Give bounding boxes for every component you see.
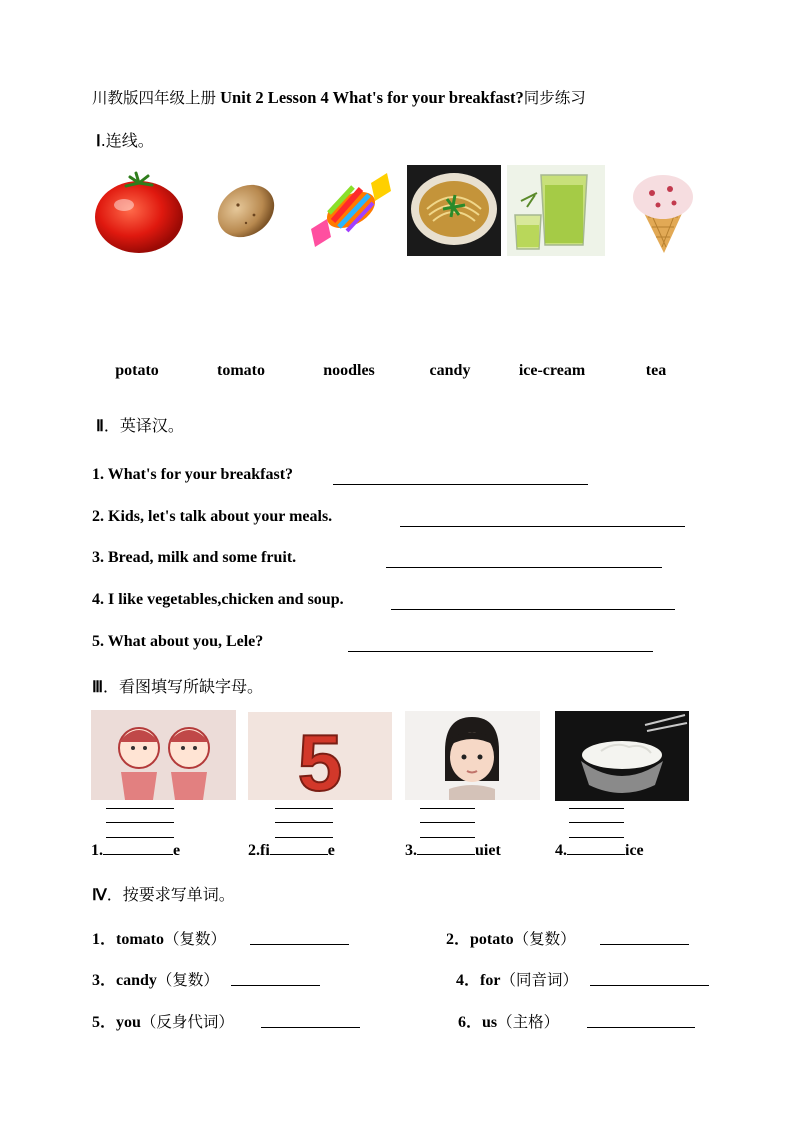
word-task-4-word: for	[480, 972, 501, 989]
word-answer-6[interactable]	[587, 1027, 695, 1028]
section3-heading	[92, 674, 263, 697]
word-task-3	[92, 967, 219, 990]
ice-cream-picture	[614, 165, 710, 255]
word-task-5-word: you	[116, 1014, 141, 1031]
fill-item-1-suffix: e	[173, 842, 181, 859]
word-task-3-req: （复数）	[156, 971, 219, 989]
answer-line-5[interactable]	[348, 651, 653, 652]
section4-num: Ⅳ	[92, 887, 107, 904]
fill-item-3-prefix: 3.	[405, 842, 417, 859]
fill-item-3	[405, 842, 501, 860]
fill-item-4-suffix: ice	[625, 842, 644, 859]
number-five-picture	[248, 712, 392, 800]
fill-blank-4[interactable]	[567, 842, 625, 855]
section1-heading	[96, 128, 154, 151]
word-task-5	[92, 1009, 234, 1032]
write-line-1b[interactable]	[106, 822, 174, 823]
section2-heading	[96, 413, 184, 436]
word-task-4-req: （同音词）	[500, 971, 578, 989]
section4-label: ．按要求写单词。	[106, 885, 235, 904]
write-line-1a[interactable]	[106, 808, 174, 809]
fill-blank-2[interactable]	[270, 842, 328, 855]
word-answer-3[interactable]	[231, 985, 320, 986]
word-tea: tea	[645, 362, 667, 379]
section3-num: Ⅲ	[92, 679, 104, 696]
word-task-2	[446, 926, 576, 949]
word-task-1-word: tomato	[116, 931, 164, 948]
translate-item-2: 2. Kids, let's talk about your meals.	[92, 508, 333, 525]
title-main: Unit 2 Lesson 4 What's for your breakfast?	[220, 88, 524, 107]
word-answer-1[interactable]	[250, 944, 349, 945]
svg-text:5: 5	[297, 718, 343, 800]
write-line-2c[interactable]	[275, 837, 333, 838]
tea-picture	[507, 165, 605, 256]
fill-blank-1[interactable]	[103, 842, 173, 855]
write-line-3b[interactable]	[420, 822, 475, 823]
candy-picture	[305, 165, 397, 255]
noodles-picture	[407, 165, 501, 256]
answer-line-4[interactable]	[391, 609, 675, 610]
write-line-2b[interactable]	[275, 822, 333, 823]
title-suffix: 同步练习	[523, 89, 586, 107]
section4-heading	[92, 882, 235, 905]
title-prefix: 川教版四年级上册	[92, 89, 217, 107]
translate-item-3: 3. Bread, milk and some fruit.	[92, 549, 297, 566]
answer-line-2[interactable]	[400, 526, 685, 527]
word-task-6-num: 6．	[458, 1014, 483, 1031]
write-line-3c[interactable]	[420, 837, 475, 838]
answer-line-1[interactable]	[333, 484, 588, 485]
word-task-6-req: （主格）	[497, 1013, 560, 1031]
section1-num: Ⅰ	[96, 133, 101, 150]
translate-item-1: 1. What's for your breakfast?	[92, 466, 294, 483]
potato-picture	[210, 165, 292, 255]
word-answer-2[interactable]	[600, 944, 689, 945]
write-line-4b[interactable]	[569, 822, 624, 823]
word-task-4	[456, 967, 578, 990]
word-task-5-num: 5．	[92, 1014, 117, 1031]
rice-picture	[555, 711, 689, 801]
tomato-picture	[92, 165, 186, 255]
fill-item-4-prefix: 4.	[555, 842, 567, 859]
fill-item-2-suffix: e	[327, 842, 335, 859]
fill-blank-3[interactable]	[417, 842, 475, 855]
word-task-2-req: （复数）	[513, 930, 576, 948]
two-girls-picture	[91, 710, 236, 800]
section2-num: Ⅱ	[96, 418, 104, 435]
word-task-4-num: 4．	[456, 972, 481, 989]
page-title	[92, 86, 586, 108]
fill-item-2-prefix: 2.fi	[248, 842, 270, 859]
word-task-3-word: candy	[116, 972, 157, 989]
section1-label: .连线。	[100, 131, 154, 150]
fill-item-4	[555, 842, 644, 860]
write-line-4a[interactable]	[569, 808, 624, 809]
word-potato: potato	[115, 362, 159, 379]
word-task-2-word: potato	[470, 931, 514, 948]
section2-label: ．英译汉。	[103, 416, 184, 435]
word-noodles: noodles	[323, 362, 375, 379]
translate-item-5: 5. What about you, Lele?	[92, 633, 264, 650]
word-task-3-num: 3．	[92, 972, 117, 989]
write-line-4c[interactable]	[569, 837, 624, 838]
quiet-girl-picture	[405, 711, 540, 800]
fill-item-2	[248, 842, 335, 860]
fill-item-3-suffix: uiet	[475, 842, 501, 859]
word-candy: candy	[429, 362, 471, 379]
answer-line-3[interactable]	[386, 567, 662, 568]
word-task-5-req: （反身代词）	[140, 1013, 234, 1031]
word-answer-4[interactable]	[590, 985, 709, 986]
fill-item-1	[91, 842, 180, 860]
word-ice-cream: ice-cream	[518, 362, 586, 379]
word-task-2-num: 2．	[446, 931, 471, 948]
section3-label: ．看图填写所缺字母。	[103, 677, 264, 696]
write-line-3a[interactable]	[420, 808, 475, 809]
word-tomato: tomato	[217, 362, 265, 379]
write-line-2a[interactable]	[275, 808, 333, 809]
word-task-6-word: us	[482, 1014, 498, 1031]
word-answer-5[interactable]	[261, 1027, 360, 1028]
word-task-1-num: 1．	[92, 931, 117, 948]
write-line-1c[interactable]	[106, 837, 174, 838]
word-task-1	[92, 926, 226, 949]
word-task-1-req: （复数）	[164, 930, 227, 948]
fill-item-1-prefix: 1.	[91, 842, 103, 859]
word-task-6	[458, 1009, 559, 1032]
translate-item-4: 4. I like vegetables,chicken and soup.	[92, 591, 344, 608]
